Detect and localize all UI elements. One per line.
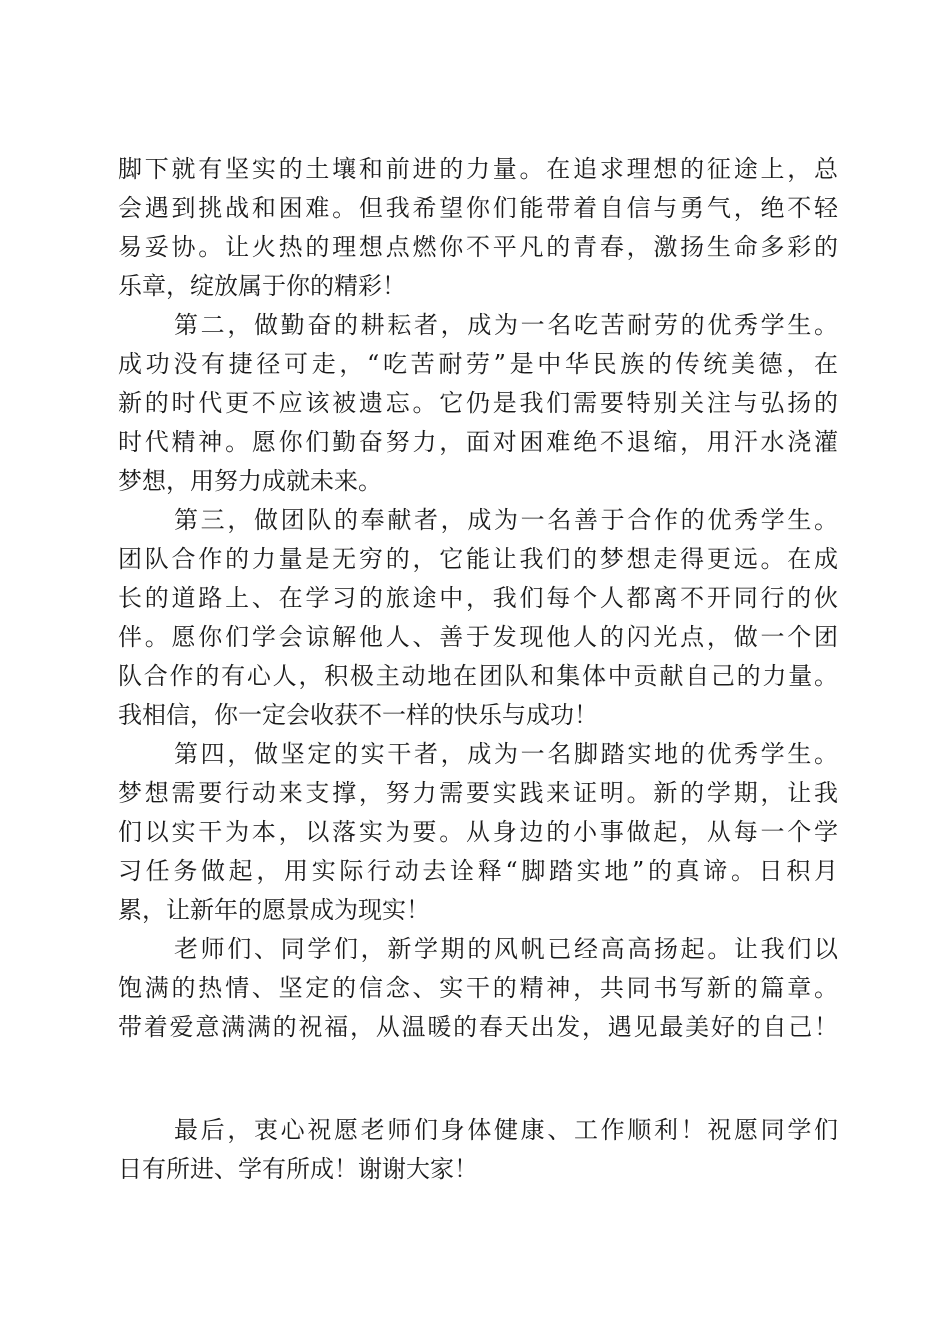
text-line: 们以实干为本，以落实为要。从身边的小事做起，从每一个学 — [118, 818, 838, 846]
text-line: 成功没有捷径可走，“吃苦耐劳”是中华民族的传统美德，在 — [118, 350, 838, 378]
text-line: 我相信，你一定会收获不一样的快乐与成功！ — [118, 701, 598, 729]
text-line: 队合作的有心人，积极主动地在团队和集体中贡献自己的力量。 — [118, 662, 838, 690]
text-line: 梦想需要行动来支撑，努力需要实践来证明。新的学期，让我 — [118, 779, 838, 807]
text-line: 乐章，绽放属于你的精彩！ — [118, 272, 406, 300]
paragraph-start-line: 第二，做勤奋的耕耘者，成为一名吃苦耐劳的优秀学生。 — [174, 311, 838, 339]
text-line: 团队合作的力量是无穷的，它能让我们的梦想走得更远。在成 — [118, 545, 838, 573]
text-line: 新的时代更不应该被遗忘。它仍是我们需要特别关注与弘扬的 — [118, 389, 838, 417]
paragraph-start-line: 最后，衷心祝愿老师们身体健康、工作顺利！祝愿同学们 — [174, 1116, 838, 1144]
paragraph-start-line: 第三，做团队的奉献者，成为一名善于合作的优秀学生。 — [174, 506, 838, 534]
paragraph-start-line: 老师们、同学们，新学期的风帆已经高高扬起。让我们以 — [174, 935, 838, 963]
text-line: 累，让新年的愿景成为现实！ — [118, 896, 430, 924]
text-line: 脚下就有坚实的土壤和前进的力量。在追求理想的征途上，总 — [118, 155, 838, 183]
paragraph-start-line: 第四，做坚定的实干者，成为一名脚踏实地的优秀学生。 — [174, 740, 838, 768]
text-line: 日有所进、学有所成！谢谢大家！ — [118, 1155, 478, 1183]
text-line: 习任务做起，用实际行动去诠释“脚踏实地”的真谛。日积月 — [118, 857, 838, 885]
text-line: 伴。愿你们学会谅解他人、善于发现他人的闪光点，做一个团 — [118, 623, 838, 651]
text-line: 饱满的热情、坚定的信念、实干的精神，共同书写新的篇章。 — [118, 974, 838, 1002]
text-line: 梦想，用努力成就未来。 — [118, 467, 382, 495]
text-line: 时代精神。愿你们勤奋努力，面对困难绝不退缩，用汗水浇灌 — [118, 428, 838, 456]
paragraph-gap — [118, 1047, 838, 1111]
text-line: 易妥协。让火热的理想点燃你不平凡的青春，激扬生命多彩的 — [118, 233, 838, 261]
text-line: 带着爱意满满的祝福，从温暖的春天出发，遇见最美好的自己！ — [118, 1013, 838, 1041]
text-line: 会遇到挑战和困难。但我希望你们能带着自信与勇气，绝不轻 — [118, 194, 838, 222]
text-line: 长的道路上、在学习的旅途中，我们每个人都离不开同行的伙 — [118, 584, 838, 612]
document-body — [118, 150, 838, 1189]
